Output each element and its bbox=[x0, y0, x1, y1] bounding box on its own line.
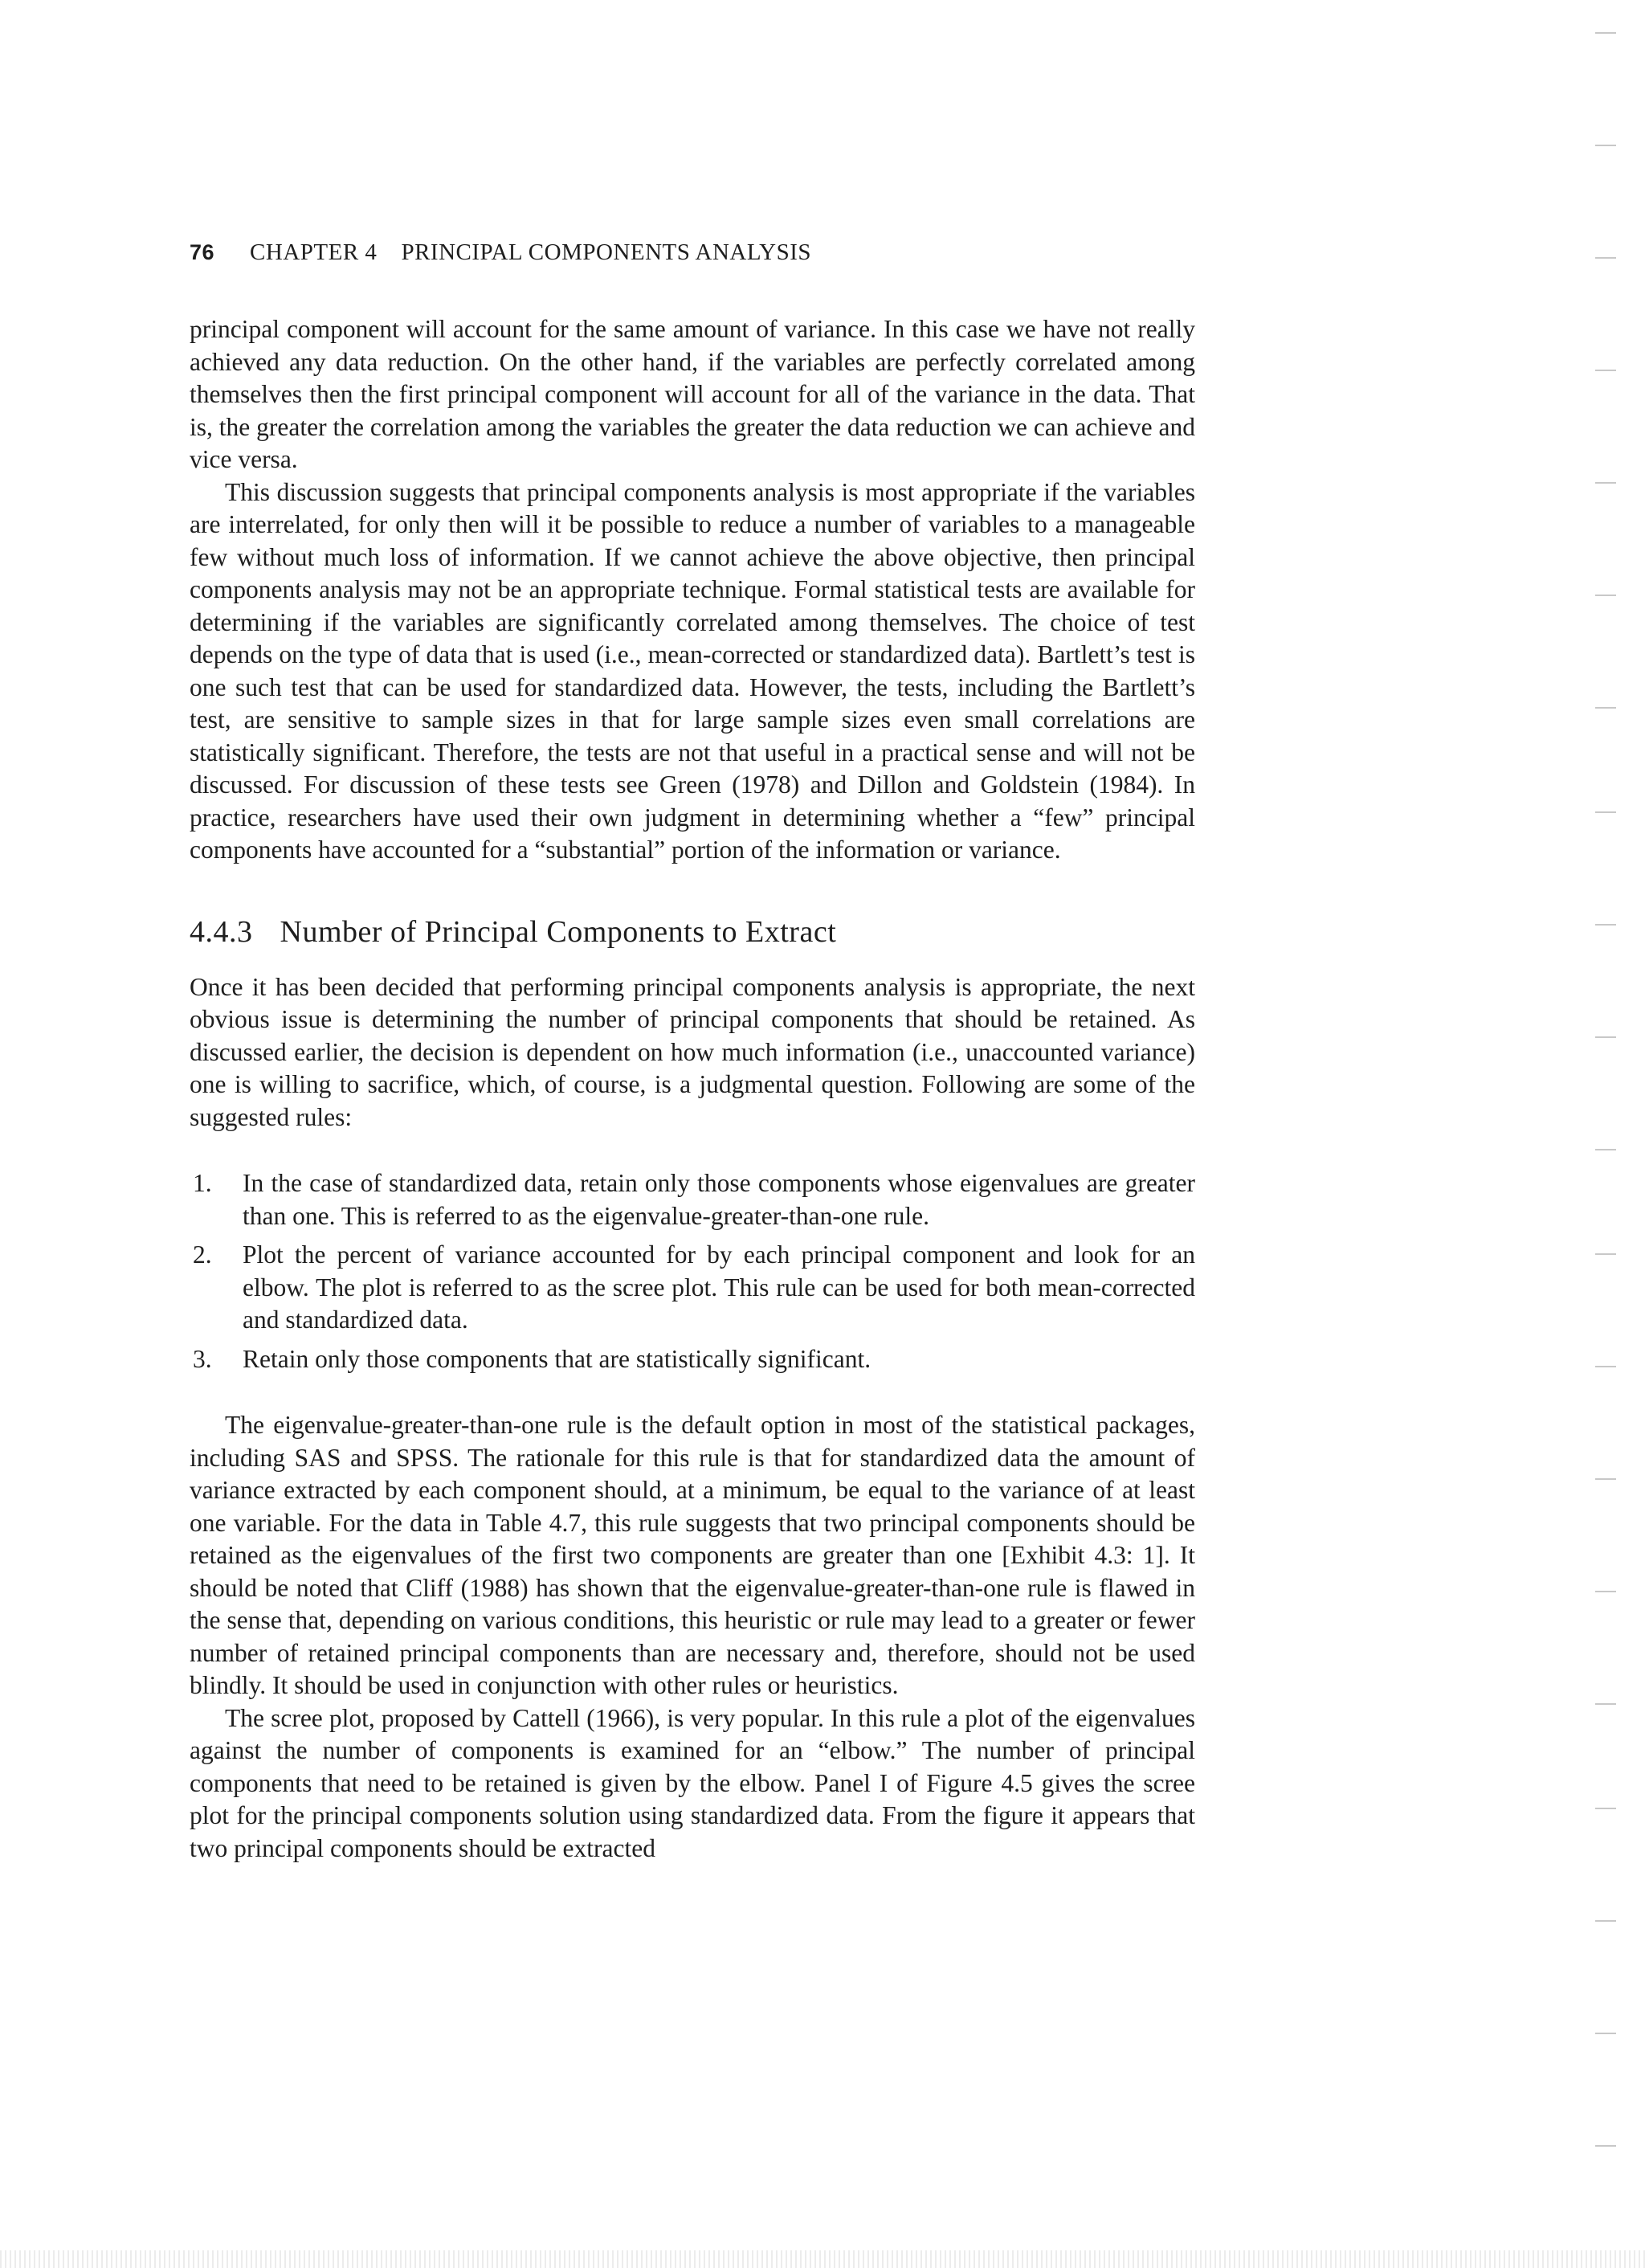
list-item bbox=[190, 1167, 1195, 1232]
list-item-number: 2. bbox=[193, 1240, 212, 1269]
page-number: 76 bbox=[190, 240, 215, 264]
list-item-number: 1. bbox=[193, 1169, 212, 1197]
paragraph-5: The scree plot, proposed by Cattell (1966), is very popular. In this rule a plot of the eigenvalues against the number of components is examined for an “elbow.” The number of principal components that need to be retained is given by the elbow. Panel I of Figure 4.5 gives the scree plot for the principal components solution using standardized data. From the figure it appears that two principal components should be extracted bbox=[190, 1703, 1195, 1862]
section-number: 4.4.3 bbox=[190, 914, 253, 949]
list-item-number: 3. bbox=[193, 1344, 212, 1373]
list-item-text: Retain only those components that are statistically significant. bbox=[243, 1344, 871, 1373]
list-item bbox=[190, 1343, 1195, 1376]
scan-bottom-edge bbox=[0, 2250, 1645, 2268]
list-item-text: In the case of standardized data, retain only those components whose eigenvalues are greater than one. This is referred to as the eigenvalue-greater-than-one rule. bbox=[243, 1169, 1195, 1230]
chapter-label: CHAPTER 4 bbox=[250, 239, 378, 265]
list-item-text: Plot the percent of variance accounted for by each principal component and look for an elbow. The plot is referred to as the scree plot. This rule can be used for both mean-corrected and standardized data. bbox=[243, 1240, 1195, 1334]
section-heading bbox=[190, 913, 1195, 950]
paragraph-4: The eigenvalue-greater-than-one rule is the default option in most of the statistical packages, including SAS and SPSS. The rationale for this rule is that for standardized data the amount of variance extracted by each component should, at a minimum, be equal to the variance of at least one variable. For the data in Table 4.7, this rule suggests that two principal components should be retained as the eigenvalues of the first two components are greater than one [Exhibit 4.3: 1]. It should be noted that Cliff (1988) has shown that the eigenvalue-greater-than-one rule is flawed in the sense that, depending on various conditions, this heuristic or rule may lead to a greater or fewer number of retained principal components than are necessary and, therefore, should not be used blindly. It should be used in conjunction with other rules or heuristics. bbox=[190, 1411, 1195, 1699]
body-text bbox=[190, 313, 1195, 1865]
paragraph-1: principal component will account for the same amount of variance. In this case we have not really achieved any data reduction. On the other hand, if the variables are perfectly correlated among themselves then the first principal component will account for all of the variance in the data. That is, the greater the correlation among the variables the greater the data reduction we can achieve and vice versa. bbox=[190, 315, 1195, 473]
paragraph-3: Once it has been decided that performing principal components analysis is appropriate, the next obvious issue is determining the number of principal components that should be retained. As discussed earlier, the decision is dependent on how much information (i.e., unaccounted variance) one is willing to sacrifice, which, of course, is a judgmental question. Following are some of the suggested rules: bbox=[190, 972, 1195, 1131]
paragraph-2: This discussion suggests that principal components analysis is most appropriate if the variables are interrelated, for only then will it be possible to reduce a number of variables to a manageable few without much loss of information. If we cannot achieve the above objective, then principal components analysis may not be an appropriate technique. Formal statistical tests are available for determining if the variables are significantly correlated among themselves. The choice of test depends on the type of data that is used (i.e., mean-corrected or standardized data). Bartlett’s test is one such test that can be used for standardized data. However, the tests, including the Bartlett’s test, are sensitive to sample sizes in that for large sample sizes even small correlations are statistically significant. Therefore, the tests are not that useful in a practical sense and will not be discussed. For discussion of these tests see Green (1978) and Dillon and Goldstein (1984). In practice, researchers have used their own judgment in determining whether a “few” principal components have accounted for a “substantial” portion of the information or variance. bbox=[190, 477, 1195, 864]
list-item bbox=[190, 1239, 1195, 1337]
scan-edge-marks bbox=[1592, 0, 1616, 2268]
chapter-title: PRINCIPAL COMPONENTS ANALYSIS bbox=[401, 239, 812, 265]
section-title: Number of Principal Components to Extract bbox=[280, 914, 837, 949]
running-head bbox=[190, 239, 811, 266]
rules-list bbox=[190, 1167, 1195, 1375]
